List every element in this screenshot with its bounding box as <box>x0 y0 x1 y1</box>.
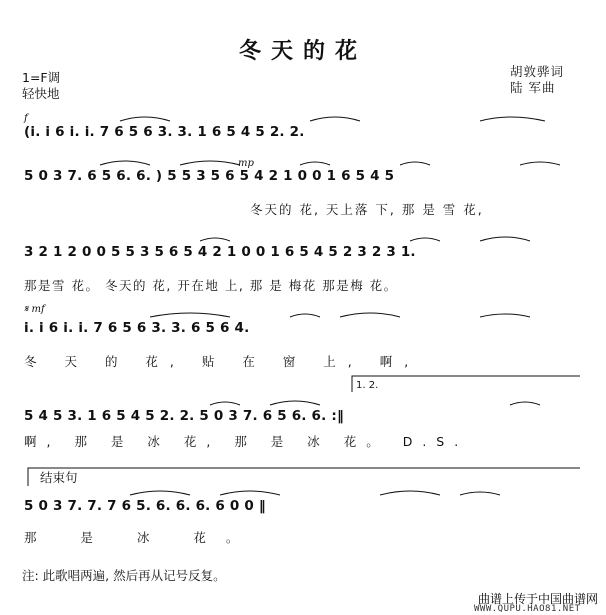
slur-mark <box>510 402 540 405</box>
notation-line-2: 5 0 3 7. 6 5 6. 6. ) 5 5 3 5 6 5 4 2 1 0 0 1 6 5 4 5 <box>24 168 395 184</box>
lyrics-line-4: 冬 天 的 花, 贴 在 窗 上, 啊, <box>24 354 421 369</box>
composer-credit: 陆 军曲 <box>510 80 556 95</box>
slur-mark <box>520 162 560 165</box>
slur-mark <box>310 117 360 121</box>
slur-mark <box>300 162 330 165</box>
notation-line-1: (i. i 6 i. i. 7 6 5 6 3. 3. 1 6 5 4 5 2. 2. <box>24 124 305 140</box>
notation-line-4: i. i 6 i. i. 7 6 5 6 3. 3. 6 5 6 4. <box>24 320 250 336</box>
slur-mark <box>220 491 280 495</box>
slur-mark <box>460 492 500 495</box>
slur-mark <box>340 313 400 317</box>
volta-bracket-label: 1. 2. <box>356 380 379 391</box>
lyrics-line-2: 冬天的 花, 天上落 下, 那 是 雪 花, <box>250 202 484 217</box>
watermark-text: 曲谱上传于中国曲谱网 <box>478 592 599 606</box>
slur-mark <box>150 313 230 317</box>
slur-mark <box>210 402 240 405</box>
slur-mark <box>290 314 320 317</box>
slur-mark <box>180 161 240 165</box>
lyrics-line-5: 啊, 那 是 冰 花, 那 是 冰 花。 D.S. <box>24 434 469 449</box>
notation-line-6: 5 0 3 7. 7. 7 6 5. 6. 6. 6. 6 0 0 ‖ <box>24 498 266 514</box>
dynamic-segno-mezzo-forte: 𝄋 mf <box>24 304 45 315</box>
footnote: 注: 此歌唱两遍, 然后再从记号反复。 <box>22 568 226 583</box>
slur-mark <box>480 237 530 241</box>
slur-mark <box>480 117 545 121</box>
slur-mark <box>480 314 530 317</box>
notation-line-5: 5 4 5 3. 1 6 5 4 5 2. 2. 5 0 3 7. 6 5 6. 6. :‖ <box>24 408 344 424</box>
lyricist-credit: 胡敦骅词 <box>510 64 565 79</box>
ending-phrase-label: 结束句 <box>40 470 78 485</box>
ending-bracket <box>28 468 580 486</box>
slur-mark <box>410 238 440 241</box>
slur-mark <box>270 401 320 405</box>
slur-mark <box>100 161 150 165</box>
slur-mark <box>130 491 190 495</box>
notation-line-3: 3 2 1 2 0 0 5 5 3 5 6 5 4 2 1 0 0 1 6 5 4 5 2 3 2 3 1. <box>24 244 416 260</box>
lyrics-line-6: 那 是 冰 花。 <box>24 530 259 545</box>
dynamic-forte: f <box>24 113 28 124</box>
key-signature: 1=F调 <box>22 70 61 85</box>
tempo-marking: 轻快地 <box>22 86 60 101</box>
song-title: 冬天的花 <box>238 39 367 64</box>
watermark-url: WWW.QUPU.HAO81.NET <box>474 604 581 614</box>
slur-mark <box>200 238 230 241</box>
slur-mark <box>380 491 440 495</box>
slur-mark <box>120 117 170 121</box>
volta-bracket <box>352 376 580 392</box>
slur-mark <box>400 162 430 165</box>
dynamic-mezzo-piano: mp <box>238 158 254 169</box>
lyrics-line-3: 那是雪 花。 冬天的 花, 开在地 上, 那 是 梅花 那是梅 花。 <box>24 278 398 293</box>
